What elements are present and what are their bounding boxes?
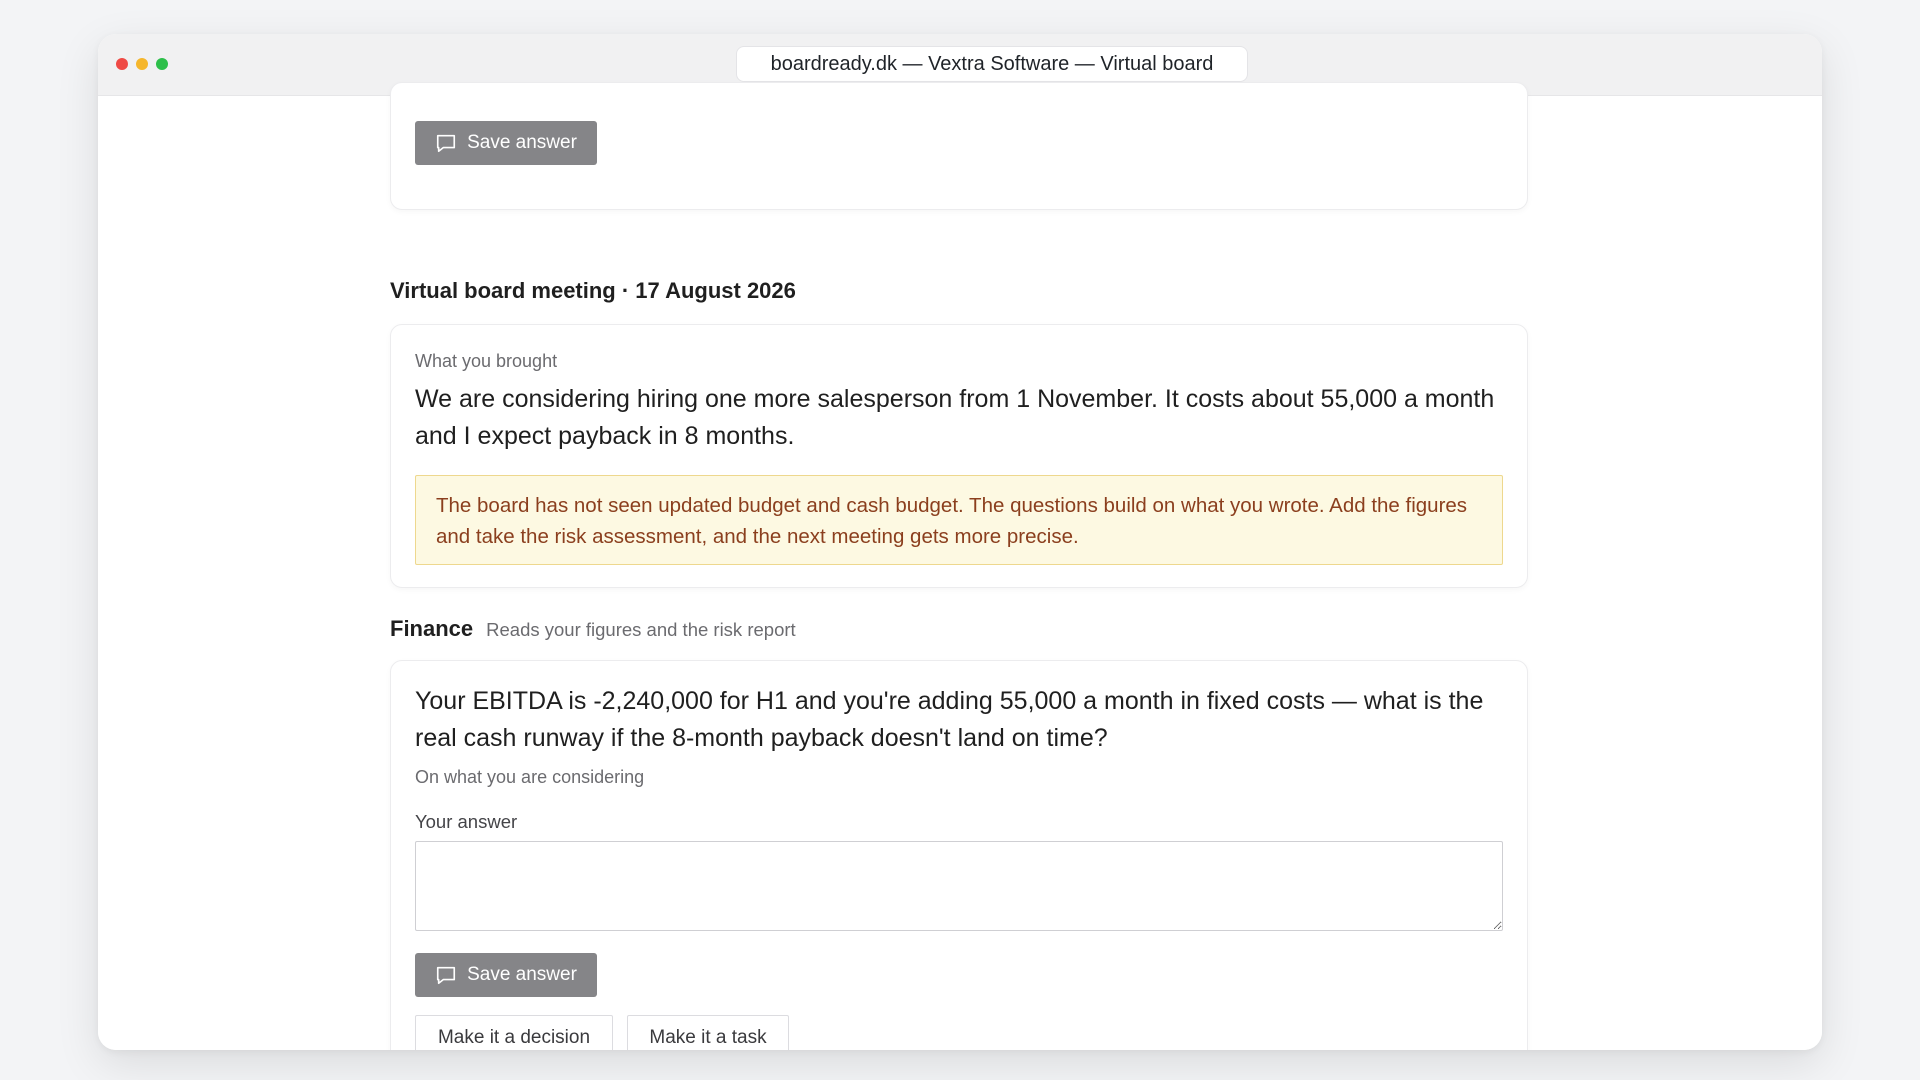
browser-window: [98, 34, 1822, 1050]
save-answer-label: Save answer: [467, 132, 577, 153]
address-bar[interactable]: [736, 46, 1248, 82]
budget-warning-notice: The board has not seen updated budget and cash budget. The questions build on what you wrote. Add the figures and take the risk assessment, and the next meeting gets more precise.: [415, 475, 1503, 565]
what-you-brought-text: We are considering hiring one more salesperson from 1 November. It costs about 55,000 a month and I expect payback in 8 months.: [415, 385, 1495, 450]
finance-title: Finance: [390, 616, 474, 641]
make-decision-button[interactable]: Make it a decision: [415, 1015, 613, 1050]
finance-subtitle: Reads your figures and the risk report: [486, 619, 796, 640]
question-context-label: On what you are considering: [415, 767, 645, 787]
meeting-title: Virtual board meeting · 17 August 2026: [390, 278, 796, 303]
save-answer-button[interactable]: [415, 953, 597, 997]
address-bar-text: boardready.dk — Vextra Software — Virtual board: [770, 52, 1214, 75]
comment-icon: [435, 964, 457, 986]
finance-question-text: Your EBITDA is -2,240,000 for H1 and you're adding 55,000 a month in fixed costs — what is the real cash runway if the 8-month payback doesn't land on time?: [415, 687, 1484, 752]
minimize-window-button[interactable]: [136, 58, 148, 70]
finance-header: [390, 616, 796, 642]
maximize-window-button[interactable]: [156, 58, 168, 70]
save-answer-button[interactable]: [415, 121, 597, 165]
comment-icon: [435, 132, 457, 154]
save-answer-label: Save answer: [467, 964, 577, 985]
what-you-brought-label: What you brought: [415, 351, 558, 371]
close-window-button[interactable]: [116, 58, 128, 70]
page-content: [98, 96, 1822, 1050]
what-you-brought-card: [390, 324, 1528, 588]
finance-question-card: [390, 660, 1528, 1050]
window-controls: [116, 58, 168, 70]
your-answer-label: Your answer: [415, 811, 518, 832]
answer-textarea[interactable]: [415, 841, 1503, 931]
previous-question-card: [390, 82, 1528, 210]
make-task-button[interactable]: Make it a task: [627, 1015, 789, 1050]
